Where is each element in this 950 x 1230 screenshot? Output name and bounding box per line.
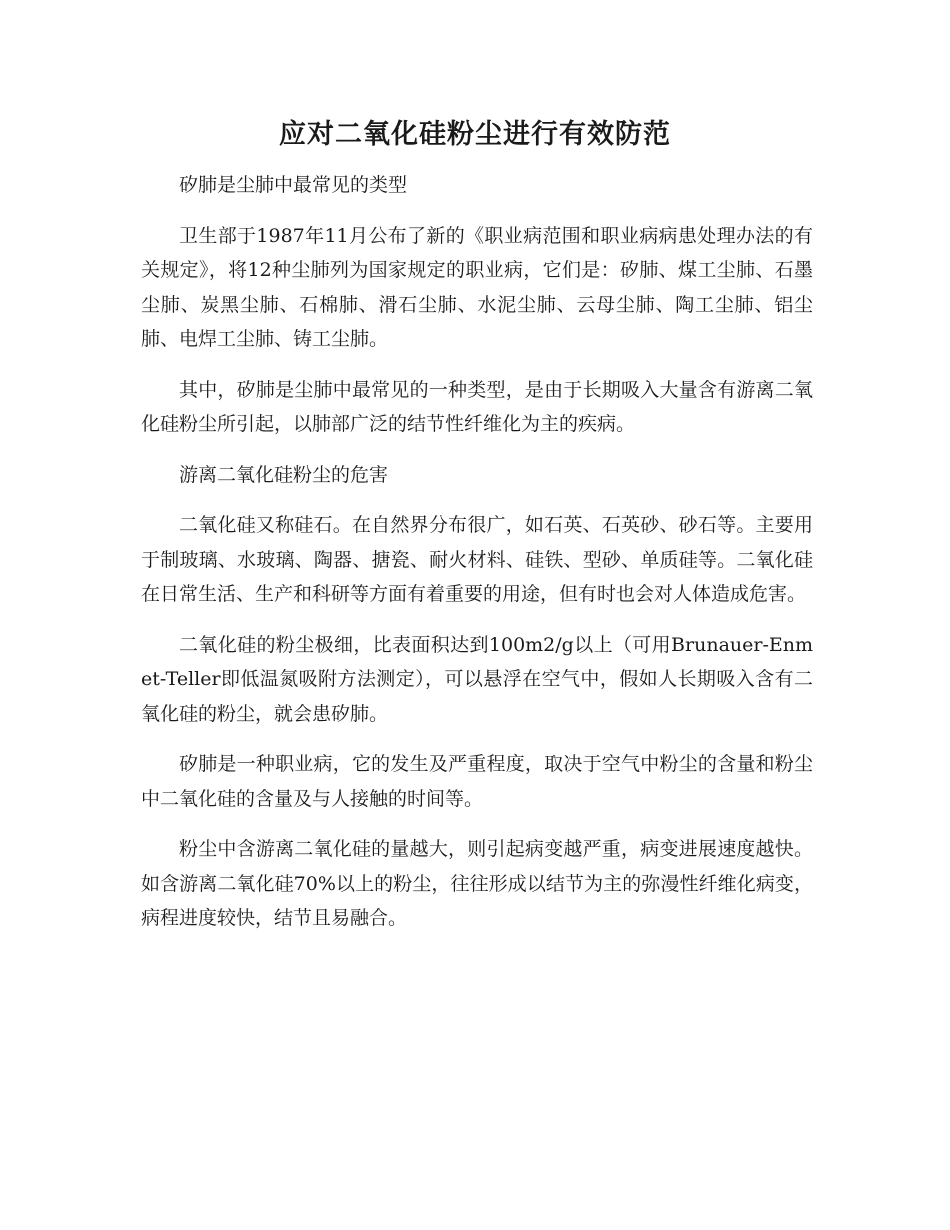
section-heading: 矽肺是尘肺中最常见的类型 bbox=[179, 174, 408, 196]
paragraph: 粉尘中含游离二氧化硅的量越大，则引起病变越严重，病变进展速度越快。如含游离二氧化硅70%以上的粉尘，往往形成以结节为主的弥漫性纤维化病变，病程进度较快，结节且易融合。 bbox=[141, 838, 813, 929]
paragraph: 其中，矽肺是尘肺中最常见的一种类型，是由于长期吸入大量含有游离二氧化硅粉尘所引起，以肺部广泛的结节性纤维化为主的疾病。 bbox=[141, 378, 813, 435]
section-heading: 游离二氧化硅粉尘的危害 bbox=[179, 463, 389, 486]
paragraph: 二氧化硅的粉尘极细，比表面积达到100m2/g以上（可用Brunauer-Enmet-Teller即低温氮吸附方法测定），可以悬浮在空气中，假如人长期吸入含有二氧化硅的粉尘，就会患矽肺。 bbox=[141, 633, 813, 725]
paragraph: 二氧化硅又称硅石。在自然界分布很广，如石英、石英砂、砂石等。主要用于制玻璃、水玻璃、陶器、搪瓷、耐火材料、硅铁、型砂、单质硅等。二氧化硅在日常生活、生产和科研等方面有着重要的用途，但有时也会对人体造成危害。 bbox=[141, 514, 813, 605]
paragraph: 矽肺是一种职业病，它的发生及严重程度，取决于空气中粉尘的含量和粉尘中二氧化硅的含量及与人接触的时间等。 bbox=[141, 753, 813, 810]
document-title: 应对二氧化硅粉尘进行有效防范 bbox=[279, 119, 671, 150]
paragraph: 卫生部于1987年11月公布了新的《职业病范围和职业病病患处理办法的有关规定》，将12种尘肺列为国家规定的职业病，它们是：矽肺、煤工尘肺、石墨尘肺、炭黑尘肺、石棉肺、滑石尘肺、水泥尘肺、云母尘肺、陶工尘肺、铝尘肺、电焊工尘肺、铸工尘肺。 bbox=[141, 224, 813, 350]
document-body bbox=[141, 168, 813, 952]
